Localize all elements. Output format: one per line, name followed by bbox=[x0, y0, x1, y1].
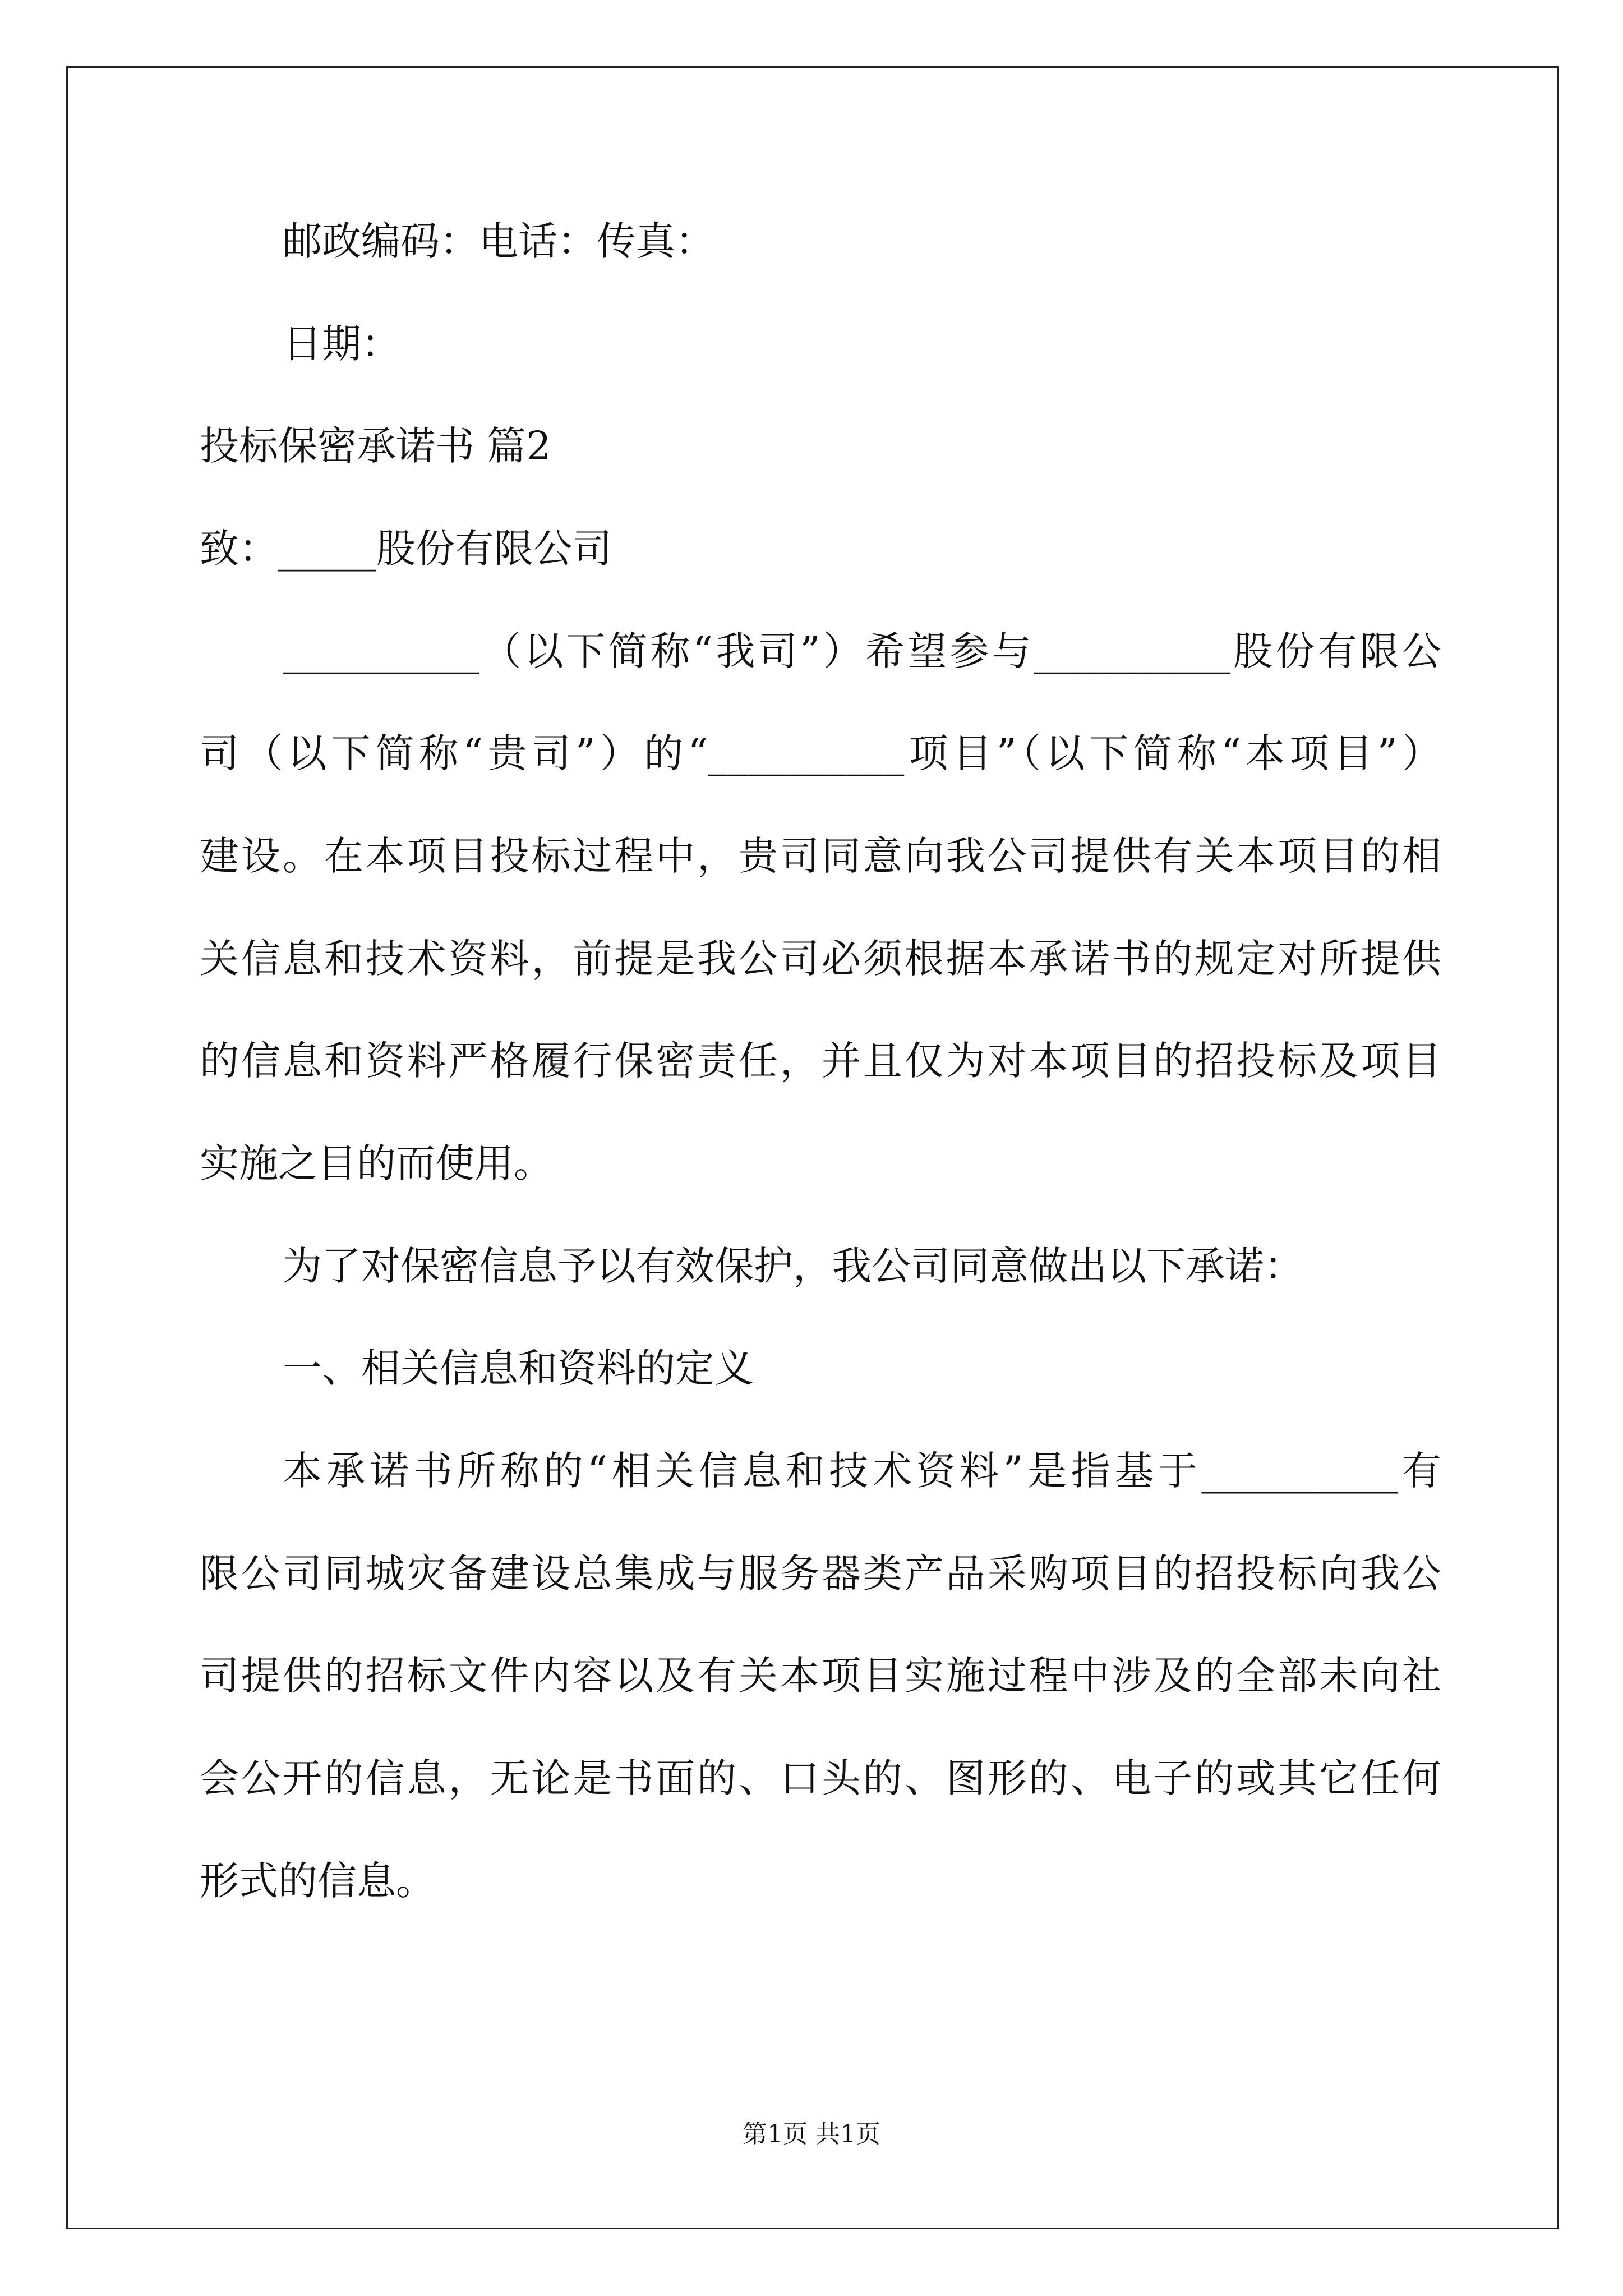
paragraph-line: 会公开的信息，无论是书面的、口头的、图形的、电子的或其它任何 bbox=[200, 1755, 1441, 1801]
paragraph-line: 本承诺书所称的“相关信息和技术资料”是指基于__________有 bbox=[283, 1448, 1441, 1494]
section-heading: 投标保密承诺书 篇2 bbox=[200, 423, 551, 469]
paragraph-line: 关信息和技术资料，前提是我公司必须根据本承诺书的规定对所提供 bbox=[200, 936, 1441, 982]
paragraph-line: __________（以下简称“我司”）希望参与__________股份有限公 bbox=[283, 628, 1441, 674]
paragraph-line: 建设。在本项目投标过程中，贵司同意向我公司提供有关本项目的相 bbox=[200, 833, 1441, 879]
paragraph-line: 为了对保密信息予以有效保护，我公司同意做出以下承诺： bbox=[283, 1243, 1303, 1289]
paragraph-line: 的信息和资料严格履行保密责任，并且仅为对本项目的招投标及项目 bbox=[200, 1038, 1441, 1084]
paragraph-line: 实施之目的而使用。 bbox=[200, 1140, 553, 1186]
paragraph-line: 形式的信息。 bbox=[200, 1858, 435, 1904]
paragraph-line: 限公司同城灾备建设总集成与服务器类产品采购项目的招投标向我公 bbox=[200, 1550, 1441, 1596]
addressee-line: 致：_____股份有限公司 bbox=[200, 526, 612, 572]
paragraph-line: 司（以下简称“贵司”）的“__________项目”（以下简称“本项目”） bbox=[200, 730, 1441, 776]
paragraph-line: 司提供的招标文件内容以及有关本项目实施过程中涉及的全部未向社 bbox=[200, 1653, 1441, 1699]
page-number: 第1页 共1页 bbox=[743, 2120, 880, 2148]
date-line: 日期： bbox=[283, 321, 400, 367]
contact-line: 邮政编码：电话：传真： bbox=[283, 218, 714, 264]
subheading-line: 一、相关信息和资料的定义 bbox=[283, 1345, 754, 1391]
